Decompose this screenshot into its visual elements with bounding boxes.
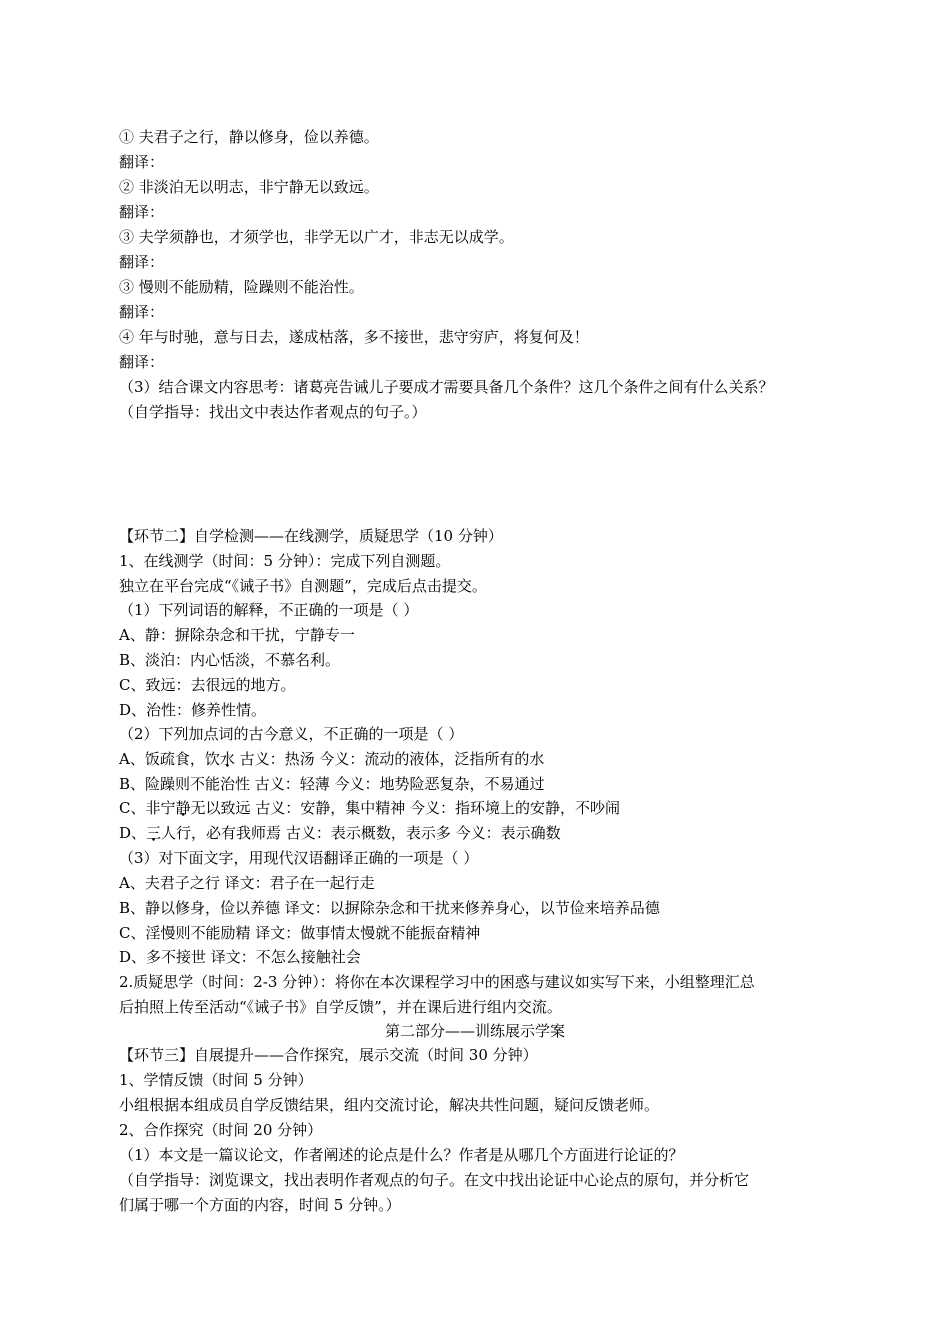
translation-label: 翻译： (119, 203, 165, 221)
cooperation-guide: （自学指导：浏览课文，找出表明作者观点的句子。在文中找出论证中心论点的原句，并分析它 (119, 1171, 750, 1189)
quiz-option: D、治性：修养性情。 (119, 701, 267, 719)
feedback-title: 1、学情反馈（时间 5 分钟） (119, 1071, 313, 1089)
translation-label: 翻译： (119, 353, 165, 371)
question-3: （3）结合课文内容思考：诸葛亮告诫儿子要成才需要具备几个条件？这几个条件之间有什么关系？ (119, 378, 774, 396)
quiz-option (119, 750, 544, 768)
sentence-1: ① 夫君子之行，静以修身，俭以养德。 (119, 128, 379, 146)
section-two-heading: 【环节二】自学检测——在线测学，质疑思学（10 分钟） (119, 527, 503, 545)
quiz-option: B、静以修身，俭以养德 译文：以摒除杂念和干扰来修养身心，以节俭来培养品德 (119, 899, 660, 917)
translation-label: 翻译： (119, 153, 165, 171)
quiz-option: B、险躁则不能治性 古义：轻薄 今义：地势险恶复杂，不易通过 (119, 775, 545, 793)
feedback-text: 小组根据本组成员自学反馈结果，组内交流讨论，解决共性问题，疑问反馈老师。 (119, 1096, 660, 1114)
translation-label: 翻译： (119, 253, 165, 271)
online-test-instruction: 独立在平台完成“《诫子书》自测题”，完成后点击提交。 (119, 577, 487, 595)
dotted-character: 静 (175, 799, 191, 817)
option-text: 人行，必有我师焉 古义：表示概数，表示多 今义：表示确数 (161, 824, 561, 842)
quiz-question-1: （1）下列词语的解释，不正确的一项是（ ） (119, 601, 419, 619)
quiz-option (119, 799, 620, 817)
reflection-instruction-cont: 后拍照上传至活动“《诫子书》自学反馈”，并在课后进行组内交流。 (119, 998, 562, 1016)
cooperation-title: 2、合作探究（时间 20 分钟） (119, 1121, 323, 1139)
reflection-instruction: 2.质疑思学（时间：2-3 分钟）：将你在本次课程学习中的困惑与建议如实写下来，小组整理汇总 (119, 973, 755, 991)
sentence-4: ③ 慢则不能励精，险躁则不能治性。 (119, 278, 364, 296)
option-text: C、非宁 (119, 799, 176, 817)
quiz-option (119, 824, 561, 842)
option-text: D、 (119, 824, 147, 842)
dotted-character: 水 (219, 750, 235, 768)
quiz-question-3: （3）对下面文字，用现代汉语翻译正确的一项是（ ） (119, 849, 479, 867)
quiz-option: A、静：摒除杂念和干扰，宁静专一 (119, 626, 355, 644)
option-text: A、饭疏食，饮 (119, 750, 220, 768)
translation-label: 翻译： (119, 303, 165, 321)
online-test-title: 1、在线测学（时间：5 分钟）：完成下列自测题。 (119, 552, 451, 570)
quiz-option: C、致远：去很远的地方。 (119, 676, 296, 694)
cooperation-question-1: （1）本文是一篇议论文，作者阐述的论点是什么？作者是从哪几个方面进行论证的？ (119, 1146, 684, 1164)
quiz-option: C、淫慢则不能励精 译文：做事情太慢就不能振奋精神 (119, 924, 481, 942)
sentence-2: ② 非淡泊无以明志，非宁静无以致远。 (119, 178, 379, 196)
sentence-5: ④ 年与时驰，意与日去，遂成枯落，多不接世，悲守穷庐，将复何及！ (119, 328, 589, 346)
part-two-heading: 第二部分——训练展示学案 (384, 1022, 565, 1040)
option-text: 古义：热汤 今义：流动的液体，泛指所有的水 (234, 750, 545, 768)
cooperation-guide-cont: 们属于哪一个方面的内容，时间 5 分钟。） (119, 1196, 401, 1214)
quiz-option: D、多不接世 译文：不怎么接触社会 (119, 948, 361, 966)
option-text: 无以致远 古义：安静，集中精神 今义：指环境上的安静，不吵闹 (190, 799, 621, 817)
section-three-heading: 【环节三】自展提升——合作探究，展示交流（时间 30 分钟） (119, 1046, 538, 1064)
quiz-option: A、夫君子之行 译文：君子在一起行走 (119, 874, 375, 892)
quiz-question-2: （2）下列加点词的古今意义，不正确的一项是（ ） (119, 725, 464, 743)
sentence-3: ③ 夫学须静也，才须学也，非学无以广才，非志无以成学。 (119, 228, 514, 246)
self-study-guide: （自学指导：找出文中表达作者观点的句子。） (119, 403, 427, 421)
dotted-character: 三 (146, 824, 162, 842)
quiz-option: B、淡泊：内心恬淡，不慕名利。 (119, 651, 341, 669)
